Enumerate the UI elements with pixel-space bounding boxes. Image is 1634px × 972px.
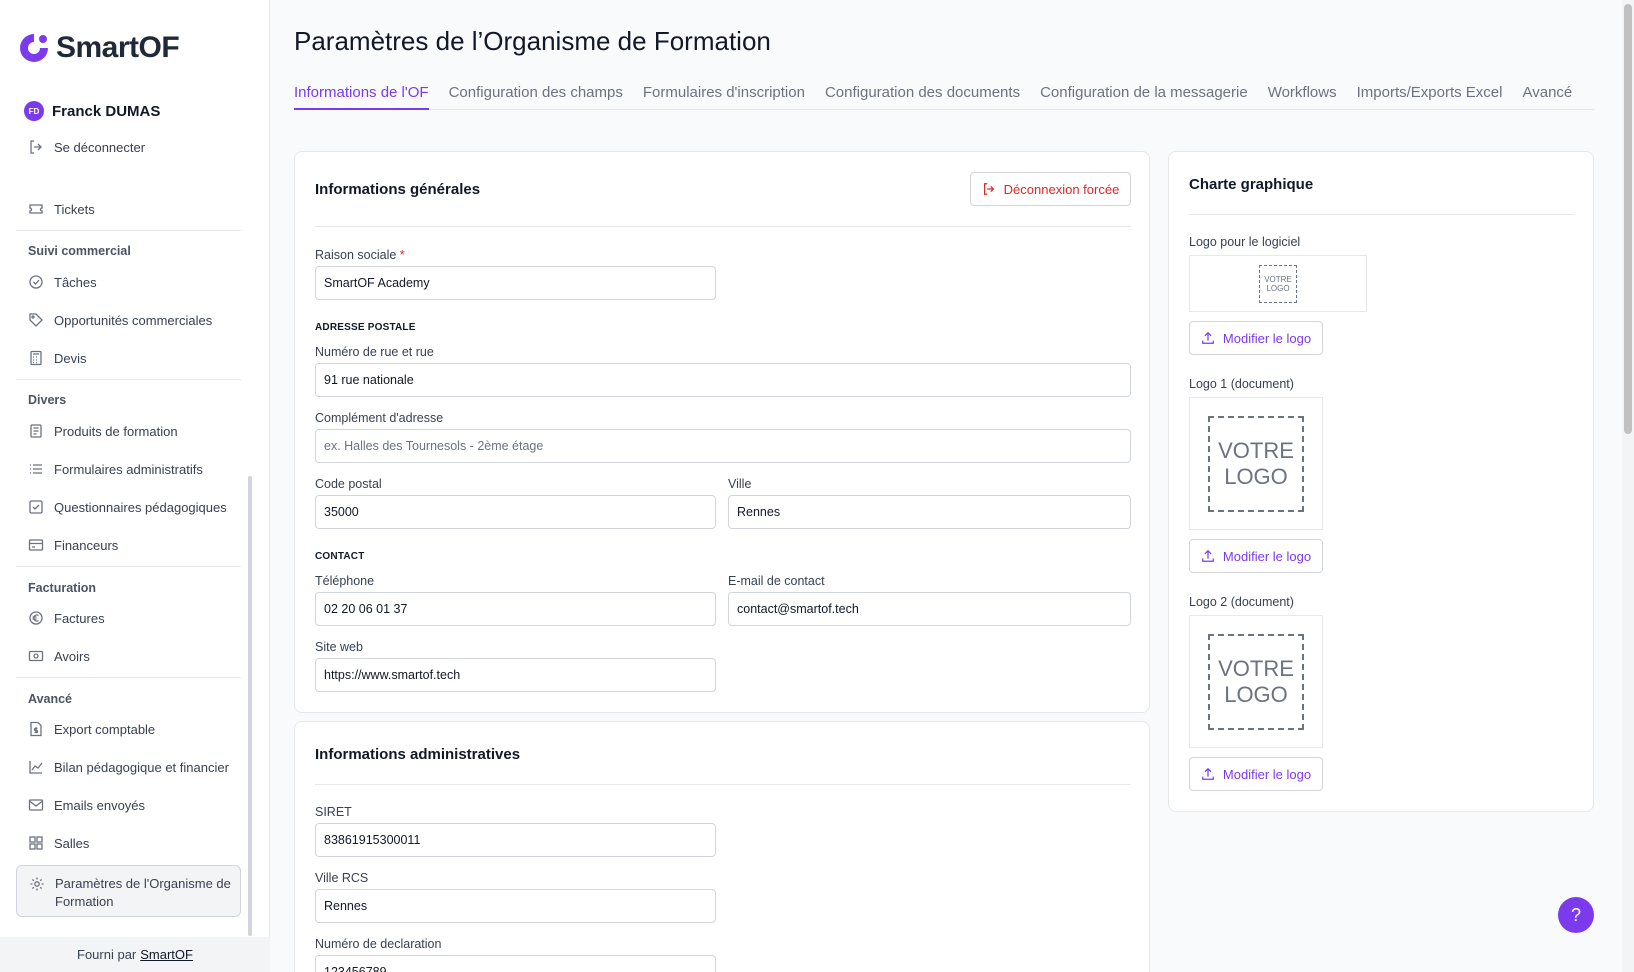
document-icon (28, 423, 44, 439)
modify-logo-label: Modifier le logo (1222, 766, 1312, 782)
euro-icon (28, 610, 44, 626)
sidebar-item-opportunites[interactable] (16, 303, 241, 337)
page-scrollbar[interactable] (1622, 0, 1634, 972)
settings-tabs (294, 84, 1594, 110)
sidebar-item-export[interactable] (16, 712, 241, 746)
site-web-input[interactable] (315, 658, 716, 692)
logo-logiciel-preview (1189, 255, 1367, 312)
section-title-facturation: Facturation (28, 581, 97, 595)
sidebar-item-label: Formulaires administratifs (54, 461, 203, 477)
sidebar-divider (16, 677, 241, 678)
declaration-label: Numéro de declaration (315, 937, 442, 951)
telephone-label: Téléphone (315, 574, 375, 588)
grid-icon (28, 835, 44, 851)
sidebar-item-label: Bilan pédagogique et financier (54, 759, 229, 775)
placeholder-line: VOTRE (1264, 274, 1292, 284)
help-button[interactable]: ? (1558, 897, 1594, 933)
section-title-avance: Avancé (28, 692, 73, 706)
charte-title: Charte graphique (1189, 176, 1314, 193)
user-profile[interactable] (24, 101, 160, 121)
force-logout-label: Déconnexion forcée (1003, 181, 1120, 197)
logo2-preview (1189, 615, 1323, 748)
admin-info-card (294, 721, 1150, 972)
upload-icon (1201, 767, 1215, 781)
scrollbar-thumb[interactable] (1624, 4, 1632, 434)
logout-link[interactable] (16, 130, 241, 164)
check-circle-icon (28, 274, 44, 290)
placeholder-line: LOGO (1224, 681, 1288, 707)
modify-logo-label: Modifier le logo (1222, 548, 1312, 564)
sidebar-item-formulaires[interactable] (16, 452, 241, 486)
sidebar-item-label: Avoirs (54, 648, 90, 664)
chart-line-icon (28, 759, 44, 775)
tab-formulaires[interactable]: Formulaires d'inscription (642, 84, 805, 101)
logo1-label: Logo 1 (document) (1189, 377, 1294, 391)
sidebar-item-parametres[interactable] (16, 865, 241, 917)
sidebar-item-questionnaires[interactable] (16, 490, 241, 524)
sidebar-item-financeurs[interactable] (16, 528, 241, 562)
sidebar-divider (16, 230, 241, 231)
section-title-suivi: Suivi commercial (28, 244, 131, 258)
rue-label: Numéro de rue et rue (315, 345, 434, 359)
checkbox-icon (28, 499, 44, 515)
sidebar-item-produits[interactable] (16, 414, 241, 448)
tab-documents[interactable]: Configuration des documents (824, 84, 1021, 101)
gear-icon (29, 876, 45, 892)
card-divider (315, 226, 1131, 227)
complement-label: Complément d'adresse (315, 411, 444, 425)
sidebar-item-tickets[interactable] (16, 192, 241, 226)
sidebar-item-label: Paramètres de l'Organisme de Formation (55, 876, 231, 909)
sidebar-item-label: Produits de formation (54, 423, 178, 439)
sidebar-scrollbar[interactable] (248, 476, 252, 936)
placeholder-line: LOGO (1224, 463, 1288, 489)
placeholder-line: VOTRE (1218, 655, 1294, 681)
contact-heading: CONTACT (315, 551, 365, 562)
modify-logo2-button[interactable] (1189, 757, 1323, 791)
required-mark: * (399, 248, 405, 262)
site-web-label: Site web (315, 640, 363, 654)
sidebar-item-label: Financeurs (54, 537, 119, 553)
brand-logo[interactable] (16, 30, 179, 66)
modify-logo-label: Modifier le logo (1222, 330, 1312, 346)
calculator-icon (28, 350, 44, 366)
sidebar-item-salles[interactable] (16, 826, 241, 860)
tab-avance[interactable]: Avancé (1522, 84, 1573, 101)
sidebar-footer (0, 937, 270, 972)
sidebar-item-bilan[interactable] (16, 750, 241, 784)
upload-icon (1201, 331, 1215, 345)
user-name: Franck DUMAS (52, 102, 161, 120)
sidebar-item-label: Opportunités commerciales (54, 312, 213, 328)
force-logout-button[interactable] (970, 172, 1131, 206)
sidebar-item-factures[interactable] (16, 601, 241, 635)
sidebar-item-label: Factures (54, 610, 105, 626)
credit-card-icon (28, 537, 44, 553)
tab-informations[interactable]: Informations de l'OF (294, 84, 429, 110)
raison-sociale-label (315, 248, 405, 262)
adresse-heading: ADRESSE POSTALE (315, 322, 416, 333)
logout-label: Se déconnecter (54, 139, 146, 155)
sidebar-item-emails[interactable] (16, 788, 241, 822)
sidebar-divider (16, 566, 241, 567)
code-postal-label: Code postal (315, 477, 382, 491)
ville-rcs-input[interactable] (315, 889, 716, 923)
logo2-label: Logo 2 (document) (1189, 595, 1294, 609)
sidebar-divider (16, 379, 241, 380)
sidebar-item-label: Devis (54, 350, 87, 366)
ville-rcs-label: Ville RCS (315, 871, 369, 885)
raison-sociale-label-text: Raison sociale (315, 248, 397, 262)
smartof-logo-icon (16, 30, 52, 66)
sidebar-item-devis[interactable] (16, 341, 241, 375)
modify-logo-logiciel-button[interactable] (1189, 321, 1323, 355)
sidebar-item-label: Export comptable (54, 721, 156, 737)
general-info-title: Informations générales (315, 181, 481, 198)
file-dollar-icon (28, 721, 44, 737)
logo-placeholder (1208, 416, 1304, 512)
upload-icon (1201, 549, 1215, 563)
charte-graphique-card (1168, 151, 1594, 812)
banknote-icon (28, 648, 44, 664)
tab-workflows[interactable]: Workflows (1267, 84, 1337, 101)
sidebar (0, 0, 270, 972)
ticket-icon (28, 201, 44, 217)
email-input[interactable] (728, 592, 1131, 626)
logo-logiciel-label: Logo pour le logiciel (1189, 235, 1301, 249)
siret-label: SIRET (315, 805, 352, 819)
tab-champs[interactable]: Configuration des champs (448, 84, 623, 101)
footer-link[interactable]: SmartOF (140, 947, 193, 962)
footer-text: Fourni par (77, 947, 137, 962)
logo-placeholder-text (1218, 438, 1294, 490)
list-icon (28, 461, 44, 477)
raison-sociale-input[interactable] (315, 266, 716, 300)
placeholder-line: LOGO (1266, 283, 1290, 293)
general-info-card (294, 151, 1150, 713)
email-label: E-mail de contact (728, 574, 825, 588)
sidebar-item-label: Tickets (54, 201, 95, 217)
sidebar-item-label: Questionnaires pédagogiques (54, 499, 227, 515)
ville-label: Ville (728, 477, 752, 491)
tag-icon (28, 312, 44, 328)
logo-placeholder (1208, 634, 1304, 730)
sidebar-item-label: Tâches (54, 274, 97, 290)
placeholder-line: VOTRE (1218, 437, 1294, 463)
logo-placeholder-text (1218, 656, 1294, 708)
logout-icon (28, 139, 44, 155)
modify-logo1-button[interactable] (1189, 539, 1323, 573)
sidebar-item-label: Emails envoyés (54, 797, 146, 813)
section-title-divers: Divers (28, 393, 67, 407)
code-postal-input[interactable] (315, 495, 716, 529)
telephone-input[interactable] (315, 592, 716, 626)
tab-imports-exports[interactable]: Imports/Exports Excel (1356, 84, 1503, 101)
page-title: Paramètres de l’Organisme de Formation (294, 26, 771, 56)
logo1-preview (1189, 397, 1323, 530)
logo-placeholder-text (1264, 275, 1292, 293)
ville-input[interactable] (728, 495, 1131, 529)
tab-messagerie[interactable]: Configuration de la messagerie (1040, 84, 1248, 101)
mail-icon (28, 797, 44, 813)
avatar: FD (24, 101, 44, 121)
declaration-input[interactable] (315, 955, 716, 972)
complement-input[interactable] (315, 429, 1131, 463)
logo-placeholder (1259, 265, 1297, 303)
card-divider (1189, 214, 1575, 215)
sidebar-item-taches[interactable] (16, 265, 241, 299)
admin-info-title: Informations administratives (315, 746, 521, 763)
rue-input[interactable] (315, 363, 1131, 397)
card-divider (315, 784, 1131, 785)
sidebar-item-avoirs[interactable] (16, 639, 241, 673)
brand-name: SmartOF (56, 31, 180, 64)
logout-icon (982, 182, 996, 196)
sidebar-item-label: Salles (54, 835, 90, 851)
siret-input[interactable] (315, 823, 716, 857)
